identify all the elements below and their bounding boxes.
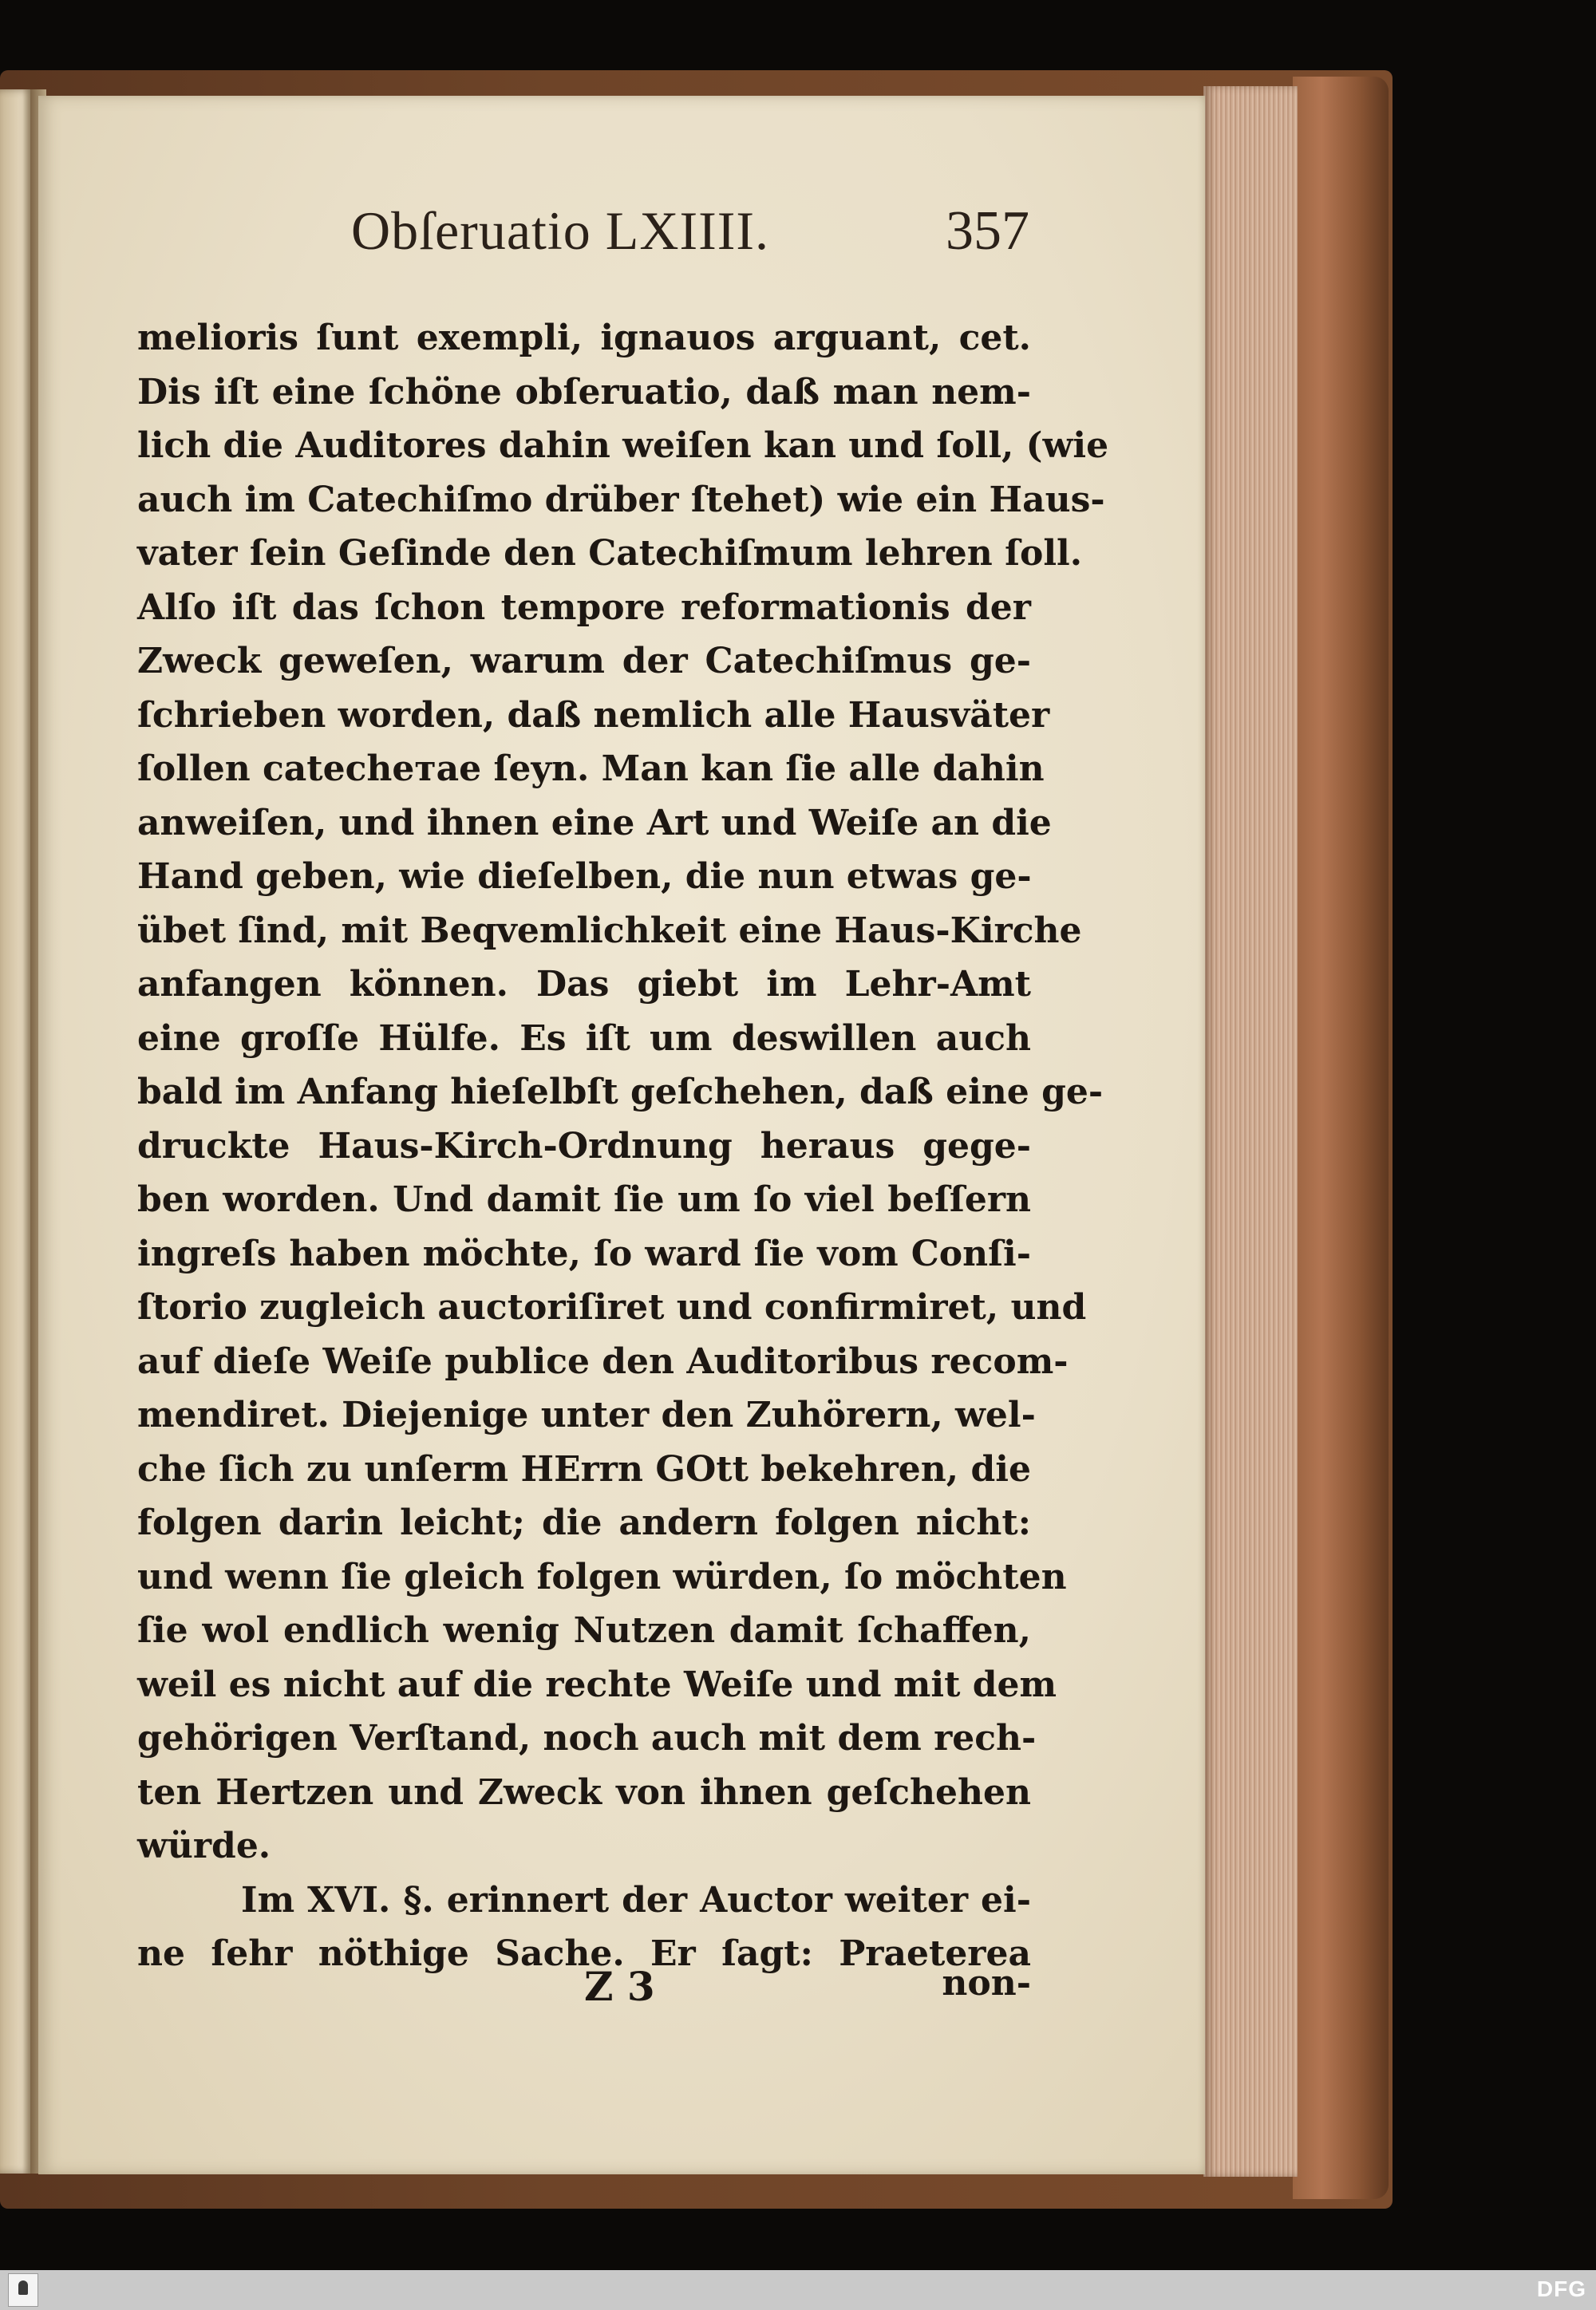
page-fore-edge bbox=[1203, 86, 1298, 2177]
text-line: che ſich zu unſerm HErrn GOtt bekehren, die bbox=[137, 1448, 1031, 1490]
text-line: gehörigen Verſtand, noch auch mit dem rech- bbox=[137, 1718, 1037, 1759]
text-line: vater ſein Geſinde den Catechiſmum lehren ſoll. bbox=[137, 533, 1083, 574]
text-line: anfangen können. Das giebt im Lehr-Amt bbox=[137, 964, 1031, 1005]
text-line: ſtorio zugleich auctoriſiret und confirmiret, und bbox=[137, 1287, 1087, 1328]
text-line: melioris ſunt exempli, ignauos arguant, cet. bbox=[137, 318, 1031, 358]
text-line: mendiret. Diejenige unter den Zuhörern, wel- bbox=[137, 1395, 1036, 1435]
dfg-logo: DFG bbox=[1536, 2276, 1586, 2301]
page-number: 357 bbox=[946, 200, 1029, 262]
text-line: übet ſind, mit Beqvemlichkeit eine Haus-Kirche bbox=[137, 910, 1082, 951]
text-line: ſollen catecheтae ſeyn. Man kan ſie alle dahin bbox=[137, 748, 1045, 789]
text-line: Hand geben, wie dieſelben, die nun etwas ge- bbox=[137, 856, 1032, 897]
text-line: lich die Auditores dahin weiſen kan und ſoll, (wie bbox=[137, 425, 1109, 466]
cover-edge bbox=[1293, 77, 1389, 2199]
running-head: Obſeruatio LXIIII. bbox=[351, 200, 770, 261]
text-line: Im XVI. §. erinnert der Auctor weiter ei- bbox=[241, 1879, 1031, 1921]
catchword: non- bbox=[942, 1963, 1031, 2004]
text-line: eine groſſe Hülfe. Es iſt um deswillen auch bbox=[137, 1017, 1031, 1059]
page-header bbox=[351, 199, 1029, 271]
text-line: Dis iſt eine ſchöne obſeruatio, daß man nem- bbox=[137, 371, 1031, 413]
page-footer bbox=[137, 1963, 1031, 2019]
text-line: auf dieſe Weiſe publice den Auditoribus recom- bbox=[137, 1341, 1069, 1382]
text-line: würde. bbox=[137, 1826, 271, 1866]
text-line: ingreſs haben möchte, ſo ward ſie vom Conſi- bbox=[137, 1233, 1031, 1274]
text-line: auch im Catechiſmo drüber ſtehet) wie ein Haus- bbox=[137, 479, 1105, 520]
text-line: druckte Haus-Kirch-Ordnung heraus gege- bbox=[137, 1125, 1031, 1167]
viewer-bottom-bar bbox=[0, 2270, 1596, 2310]
text-line: Zweck geweſen, warum der Catechiſmus ge- bbox=[137, 641, 1031, 681]
text-line: und wenn ſie gleich folgen würden, ſo möchten bbox=[137, 1556, 1067, 1597]
library-logo-icon bbox=[8, 2273, 38, 2307]
text-line: bald im Anfang hieſelbſt geſchehen, daß eine ge- bbox=[137, 1072, 1104, 1112]
text-line: weil es nicht auf die rechte Weiſe und mit dem bbox=[137, 1664, 1057, 1705]
text-line: Alſo iſt das ſchon tempore reformationis der bbox=[137, 586, 1031, 628]
text-line: ben worden. Und damit ſie um ſo viel beſſern bbox=[137, 1179, 1031, 1220]
signature-mark: Z 3 bbox=[584, 1963, 655, 2010]
text-line: folgen darin leicht; die andern folgen nicht: bbox=[137, 1502, 1031, 1543]
text-line: ſchrieben worden, daß nemlich alle Hausväter bbox=[137, 694, 1050, 736]
text-line: anweiſen, und ihnen eine Art und Weiſe an die bbox=[137, 802, 1052, 843]
text-line: ſie wol endlich wenig Nutzen damit ſchaffen, bbox=[137, 1610, 1031, 1651]
text-line: ten Hertzen und Zweck von ihnen geſchehen bbox=[137, 1771, 1031, 1813]
body-text bbox=[137, 311, 1109, 1981]
text-line: ne ſehr nöthige Sache. Er ſagt: Praeterea bbox=[137, 1933, 1031, 1974]
left-page-edge bbox=[0, 89, 32, 2174]
